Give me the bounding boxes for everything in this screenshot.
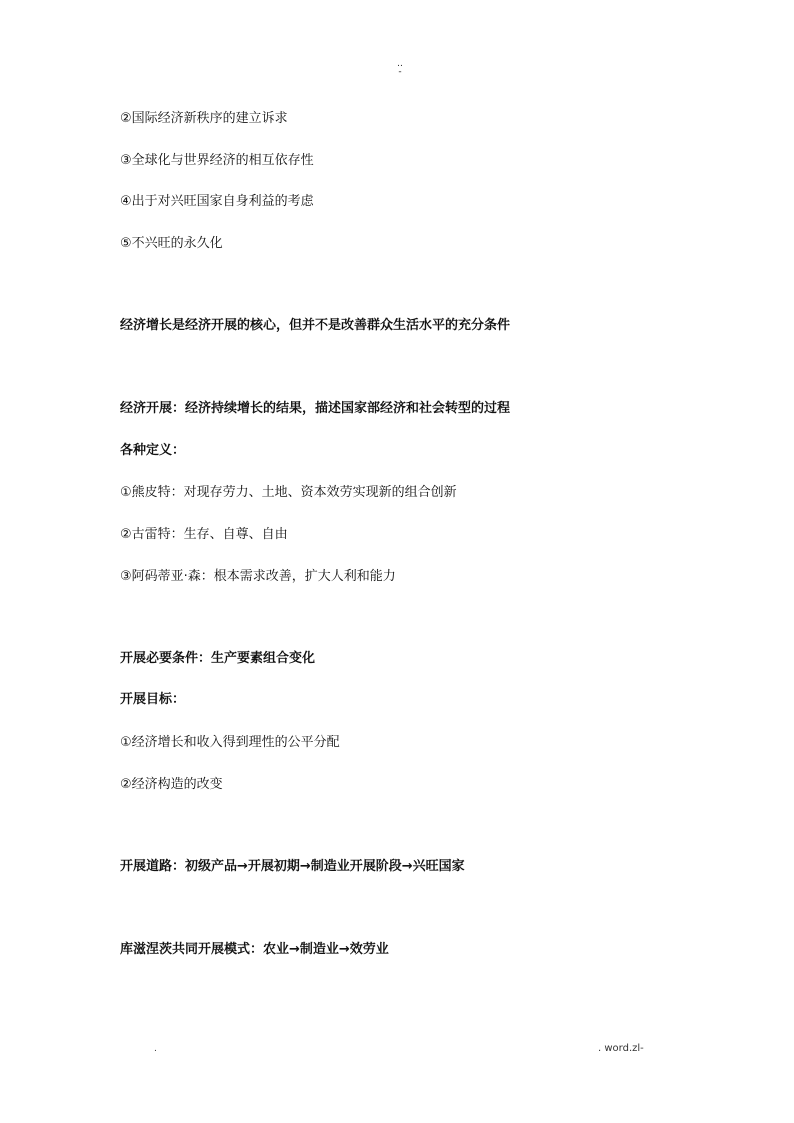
- list-item-international-order: ②国际经济新秩序的建立诉求: [120, 111, 288, 126]
- list-item-structure-change: ②经济构造的改变: [120, 777, 223, 792]
- heading-development-definition: 经济开展：经济持续增长的结果，描述国家部经济和社会转型的过程: [120, 401, 511, 416]
- heading-kuznets-model: 库滋涅茨共同开展模式：农业→制造业→效劳业: [120, 942, 389, 957]
- heading-various-definitions: 各种定义：: [120, 443, 186, 458]
- list-item-growth-distribution: ①经济增长和收入得到理性的公平分配: [120, 735, 340, 750]
- heading-development-path: 开展道路：初级产品→开展初期→制造业开展阶段→兴旺国家: [120, 859, 465, 874]
- page-header-mark: [390, 60, 410, 76]
- footer-left-mark: .: [154, 1044, 157, 1054]
- heading-growth-core: 经济增长是经济开展的核心，但并不是改善群众生活水平的充分条件: [120, 318, 511, 333]
- list-item-schumpeter: ①熊皮特：对现存劳力、土地、资本效劳实现新的组合创新: [120, 485, 457, 500]
- header-mark-top: ..: [397, 59, 403, 69]
- header-mark-bottom: -: [398, 67, 402, 77]
- list-item-permanence: ⑤不兴旺的永久化: [120, 236, 223, 251]
- heading-necessary-conditions: 开展必要条件：生产要素组合变化: [120, 651, 316, 666]
- list-item-developed-interest: ④出于对兴旺国家自身利益的考虑: [120, 194, 314, 209]
- list-item-globalization: ③全球化与世界经济的相互依存性: [120, 153, 314, 168]
- heading-development-goals: 开展目标：: [120, 692, 186, 707]
- list-item-goulet: ②古雷特：生存、自尊、自由: [120, 527, 288, 542]
- list-item-sen: ③阿码蒂亚·森：根本需求改善，扩大人利和能力: [120, 569, 396, 584]
- footer-right-mark: . word.zl-: [598, 1043, 644, 1054]
